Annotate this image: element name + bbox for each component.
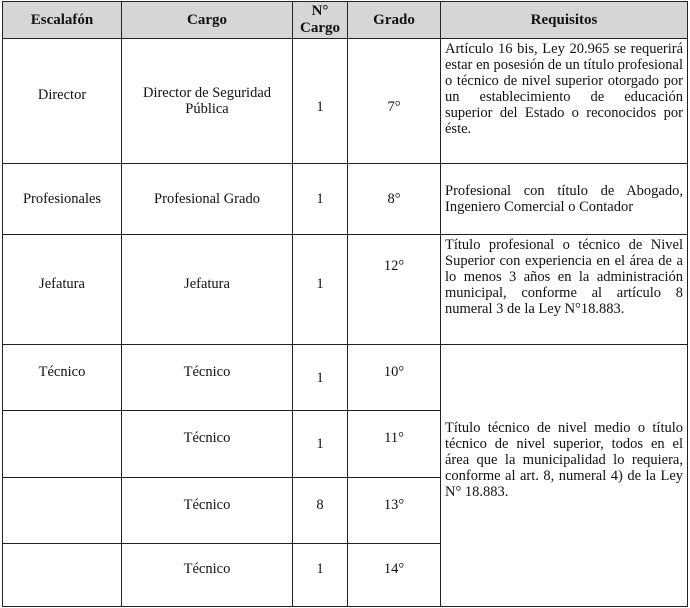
cell-escalafon: Profesionales	[3, 164, 122, 235]
header-requisitos: Requisitos	[441, 2, 688, 39]
cell-cargo: Técnico	[122, 345, 293, 411]
cell-n-cargo: 1	[293, 544, 348, 607]
table-row	[3, 235, 688, 345]
cell-cargo: Director de Seguridad Pública	[122, 39, 293, 164]
table-row	[3, 39, 688, 164]
cell-cargo: Jefatura	[122, 235, 293, 345]
table-row	[3, 345, 688, 411]
cargos-table	[2, 1, 688, 607]
cell-grado: 14°	[348, 544, 441, 607]
cell-cargo: Técnico	[122, 478, 293, 544]
header-grado: Grado	[348, 2, 441, 39]
header-cargo: Cargo	[122, 2, 293, 39]
cell-escalafon: Técnico	[3, 345, 122, 411]
header-n-cargo-line1: N°	[311, 3, 329, 19]
cell-cargo: Técnico	[122, 411, 293, 478]
cell-requisitos: Título profesional o técnico de Nivel Superior con experiencia en el área de a lo menos 3 años en la administración municipal, conforme al artículo 8 numeral 3 de la Ley N°18.883.	[441, 235, 688, 345]
cell-escalafon	[3, 478, 122, 544]
cell-n-cargo: 1	[293, 164, 348, 235]
cell-escalafon	[3, 411, 122, 478]
cell-n-cargo: 1	[293, 235, 348, 345]
cell-requisitos: Profesional con título de Abogado, Ingeniero Comercial o Contador	[441, 164, 688, 235]
table-row	[3, 164, 688, 235]
cell-n-cargo: 1	[293, 345, 348, 411]
cell-grado: 12°	[348, 235, 441, 345]
cell-escalafon: Jefatura	[3, 235, 122, 345]
cell-cargo: Profesional Grado	[122, 164, 293, 235]
cell-grado: 11°	[348, 411, 441, 478]
cell-requisitos-tecnico: Título técnico de nivel medio o título técnico de nivel superior, todos en el área que la municipalidad lo requiera, conforme al art. 8, numeral 4) de la Ley N° 18.883.	[441, 345, 688, 607]
cell-grado: 10°	[348, 345, 441, 411]
header-n-cargo-line2: Cargo	[300, 20, 340, 36]
header-escalafon: Escalafón	[3, 2, 122, 39]
cell-cargo: Técnico	[122, 544, 293, 607]
cell-escalafon	[3, 544, 122, 607]
cell-n-cargo: 1	[293, 39, 348, 164]
cell-n-cargo: 1	[293, 411, 348, 478]
cell-requisitos: Artículo 16 bis, Ley 20.965 se requerirá estar en posesión de un título profesional o técnico de nivel superior otorgado por un establecimiento de educación superior del Estado o reconocidos por éste.	[441, 39, 688, 164]
cell-grado: 8°	[348, 164, 441, 235]
header-n-cargo	[293, 2, 348, 39]
cell-n-cargo: 8	[293, 478, 348, 544]
cell-escalafon: Director	[3, 39, 122, 164]
cell-grado: 13°	[348, 478, 441, 544]
header-row	[3, 2, 688, 39]
cell-grado: 7°	[348, 39, 441, 164]
